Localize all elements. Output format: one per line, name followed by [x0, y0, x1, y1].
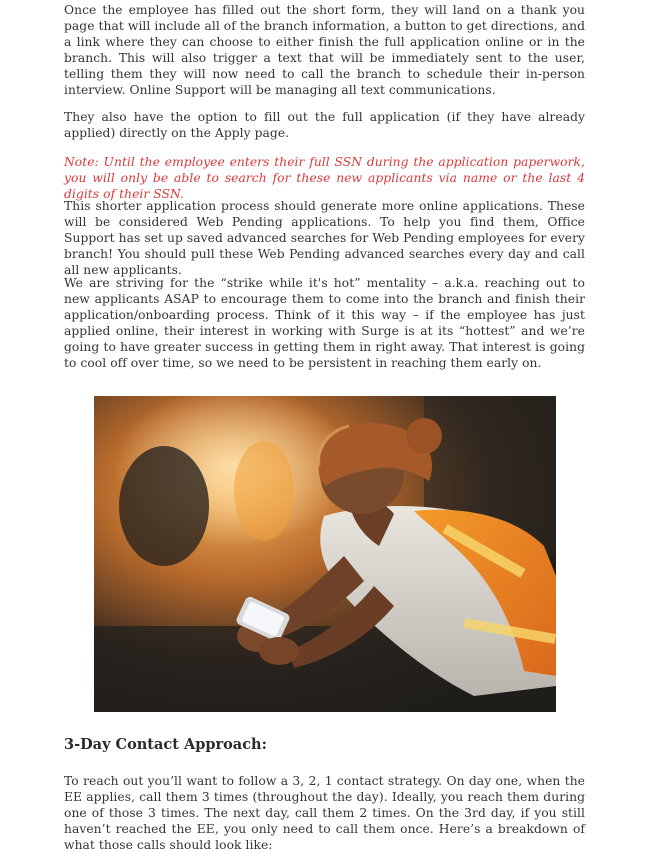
paragraph-strike-while-hot: We are striving for the “strike while it's hot” mentality – a.k.a. reaching out to new applicants ASAP to encourage them to come into the branch and finish their application/onboarding process. Think of it this way – if the employee has just applied online, their interest in working with Surge is at its “hottest” and we’re going to have greater success in getting them in right away. That interest is going to cool off over time, so we need to be persistent in reaching them early on.: [64, 276, 585, 370]
paragraph-contact-strategy: To reach out you’ll want to follow a 3, 2, 1 contact strategy. On day one, when the EE applies, call them 3 times (throughout the day). Ideally, you reach them during one of those 3 times. The next day, call them 2 times. On the 3rd day, if you still haven’t reached the EE, you only need to call them once. Here’s a breakdown of what those calls should look like:: [64, 774, 585, 852]
note-ssn-search: Note: Until the employee enters their full SSN during the application paperwork, you will only be able to search for these new applicants via name or the last 4 digits of their SSN.: [64, 155, 585, 201]
paragraph-web-pending: This shorter application process should generate more online applications. These will be considered Web Pending applications. To help you find them, Office Support has set up saved advanced searches for Web Pending employees for every branch! You should pull these Web Pending advanced searches every day and call all new applicants.: [64, 199, 585, 277]
paragraph-full-application: They also have the option to fill out the full application (if they have already applied) directly on the Apply page.: [64, 110, 585, 140]
section-heading: 3-Day Contact Approach:: [64, 736, 267, 753]
photo-worker-with-phone: [94, 396, 556, 712]
paragraph-thank-you-page: Once the employee has filled out the short form, they will land on a thank you page that will include all of the branch information, a button to get directions, and a link where they can choose to either finish the full application online or in the branch. This will also trigger a text that will be immediately sent to the user, telling them they will now need to call the branch to schedule their in-person interview. Online Support will be managing all text communications.: [64, 3, 585, 97]
